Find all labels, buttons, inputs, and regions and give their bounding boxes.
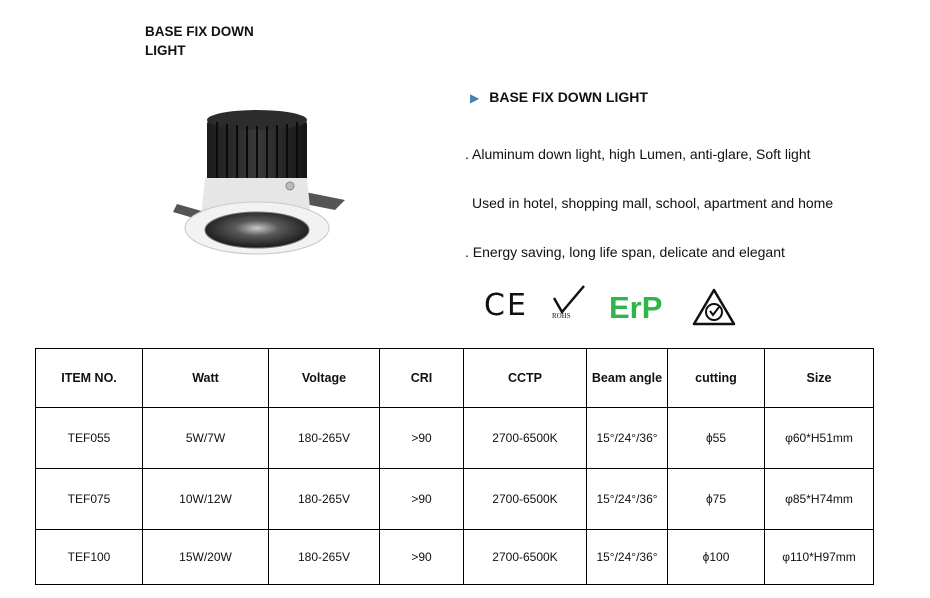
column-header: CCTP — [464, 349, 587, 408]
table-cell: ϕ100 — [668, 530, 765, 585]
triangle-bullet-icon: ▶ — [470, 91, 480, 105]
table-cell: ϕ55 — [668, 408, 765, 469]
table-cell: 15W/20W — [143, 530, 269, 585]
rohs-label: ROHS — [552, 312, 571, 320]
table-row — [36, 530, 874, 585]
table-cell: TEF075 — [36, 469, 143, 530]
table-cell: 10W/12W — [143, 469, 269, 530]
product-title: BASE FIX DOWN LIGHT — [145, 24, 254, 58]
info-title-text: BASE FIX DOWN LIGHT — [489, 89, 648, 105]
table-cell: φ85*H74mm — [765, 469, 874, 530]
ce-mark-icon: CE — [484, 288, 528, 323]
table-cell: 15°/24°/36° — [587, 469, 668, 530]
table-header-row — [36, 349, 874, 408]
table-cell: TEF055 — [36, 408, 143, 469]
table-cell: >90 — [380, 408, 464, 469]
column-header: CRI — [380, 349, 464, 408]
table-cell: >90 — [380, 469, 464, 530]
column-header: Watt — [143, 349, 269, 408]
table-cell: 180-265V — [269, 408, 380, 469]
downlight-product-image — [165, 100, 350, 265]
feature-text: . Energy saving, long life span, delicate and elegant — [465, 244, 785, 260]
table-cell: 15°/24°/36° — [587, 530, 668, 585]
info-section-title — [470, 89, 648, 105]
table-cell: 2700-6500K — [464, 408, 587, 469]
table-cell: 180-265V — [269, 469, 380, 530]
table-cell: 2700-6500K — [464, 530, 587, 585]
column-header: Beam angle — [587, 349, 668, 408]
table-row — [36, 469, 874, 530]
table-cell: 5W/7W — [143, 408, 269, 469]
table-cell: >90 — [380, 530, 464, 585]
feature-text: Used in hotel, shopping mall, school, apartment and home — [472, 195, 834, 211]
column-header: ITEM NO. — [36, 349, 143, 408]
column-header: Voltage — [269, 349, 380, 408]
column-header: Size — [765, 349, 874, 408]
column-header: cutting — [668, 349, 765, 408]
rohs-mark-icon — [548, 282, 590, 324]
table-cell: 15°/24°/36° — [587, 408, 668, 469]
feature-text: . Aluminum down light, high Lumen, anti-glare, Soft light — [465, 146, 811, 162]
table-cell: φ110*H97mm — [765, 530, 874, 585]
table-cell: 180-265V — [269, 530, 380, 585]
table-cell: 2700-6500K — [464, 469, 587, 530]
erp-mark-icon: ErP — [609, 290, 663, 325]
table-cell: φ60*H51mm — [765, 408, 874, 469]
table-cell: TEF100 — [36, 530, 143, 585]
table-cell: ϕ75 — [668, 469, 765, 530]
spec-table — [35, 348, 874, 585]
rcm-mark-icon — [691, 287, 737, 327]
table-row — [36, 408, 874, 469]
